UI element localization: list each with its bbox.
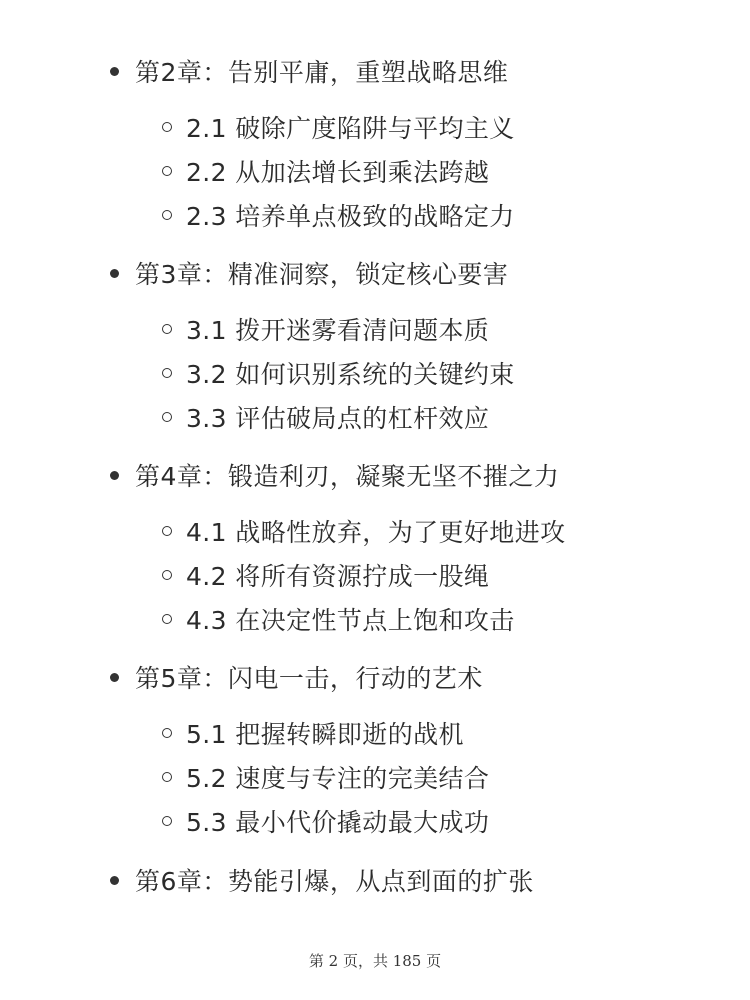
section-item xyxy=(162,310,489,348)
section-title: 4.1 战略性放弃，为了更好地进攻 xyxy=(186,518,566,547)
section-title: 5.3 最小代价撬动最大成功 xyxy=(186,808,490,837)
section-item xyxy=(162,354,515,392)
chapter-title: 第6章：势能引爆，从点到面的扩张 xyxy=(135,867,534,896)
page-number-footer: 第 2 页，共 185 页 xyxy=(308,952,442,970)
section-item xyxy=(162,108,515,146)
bullet-icon xyxy=(110,269,119,278)
section-item xyxy=(162,802,489,840)
chapter-item xyxy=(110,657,483,697)
bullet-icon xyxy=(110,471,119,480)
chapter-item xyxy=(110,51,508,91)
sub-bullet-icon xyxy=(162,368,172,378)
chapter-title: 第4章：锻造利刃，凝聚无坚不摧之力 xyxy=(135,462,560,491)
sub-bullet-icon xyxy=(162,412,172,422)
section-item xyxy=(162,196,515,234)
sub-bullet-icon xyxy=(162,166,172,176)
chapter-title: 第2章：告别平庸，重塑战略思维 xyxy=(135,58,509,87)
section-title: 2.1 破除广度陷阱与平均主义 xyxy=(186,114,515,143)
chapter-item xyxy=(110,253,508,293)
section-title: 3.3 评估破局点的杠杆效应 xyxy=(186,404,490,433)
section-item xyxy=(162,398,489,436)
bullet-icon xyxy=(110,876,119,885)
sub-bullet-icon xyxy=(162,772,172,782)
sub-bullet-icon xyxy=(162,122,172,132)
section-title: 3.1 拨开迷雾看清问题本质 xyxy=(186,316,490,345)
section-title: 4.2 将所有资源拧成一股绳 xyxy=(186,562,490,591)
sub-bullet-icon xyxy=(162,210,172,220)
sub-bullet-icon xyxy=(162,614,172,624)
section-item xyxy=(162,600,515,638)
chapter-item xyxy=(110,455,559,495)
section-title: 5.2 速度与专注的完美结合 xyxy=(186,764,490,793)
sub-bullet-icon xyxy=(162,728,172,738)
section-title: 3.2 如何识别系统的关键约束 xyxy=(186,360,515,389)
section-item xyxy=(162,556,489,594)
chapter-title: 第3章：精准洞察，锁定核心要害 xyxy=(135,260,509,289)
section-title: 4.3 在决定性节点上饱和攻击 xyxy=(186,606,515,635)
chapter-item xyxy=(110,860,534,900)
section-item xyxy=(162,152,489,190)
section-item xyxy=(162,758,489,796)
section-title: 2.3 培养单点极致的战略定力 xyxy=(186,202,515,231)
section-title: 5.1 把握转瞬即逝的战机 xyxy=(186,720,464,749)
bullet-icon xyxy=(110,67,119,76)
sub-bullet-icon xyxy=(162,570,172,580)
bullet-icon xyxy=(110,673,119,682)
sub-bullet-icon xyxy=(162,816,172,826)
section-item xyxy=(162,512,566,550)
sub-bullet-icon xyxy=(162,526,172,536)
sub-bullet-icon xyxy=(162,324,172,334)
section-item xyxy=(162,714,464,752)
chapter-title: 第5章：闪电一击，行动的艺术 xyxy=(135,664,483,693)
section-title: 2.2 从加法增长到乘法跨越 xyxy=(186,158,490,187)
